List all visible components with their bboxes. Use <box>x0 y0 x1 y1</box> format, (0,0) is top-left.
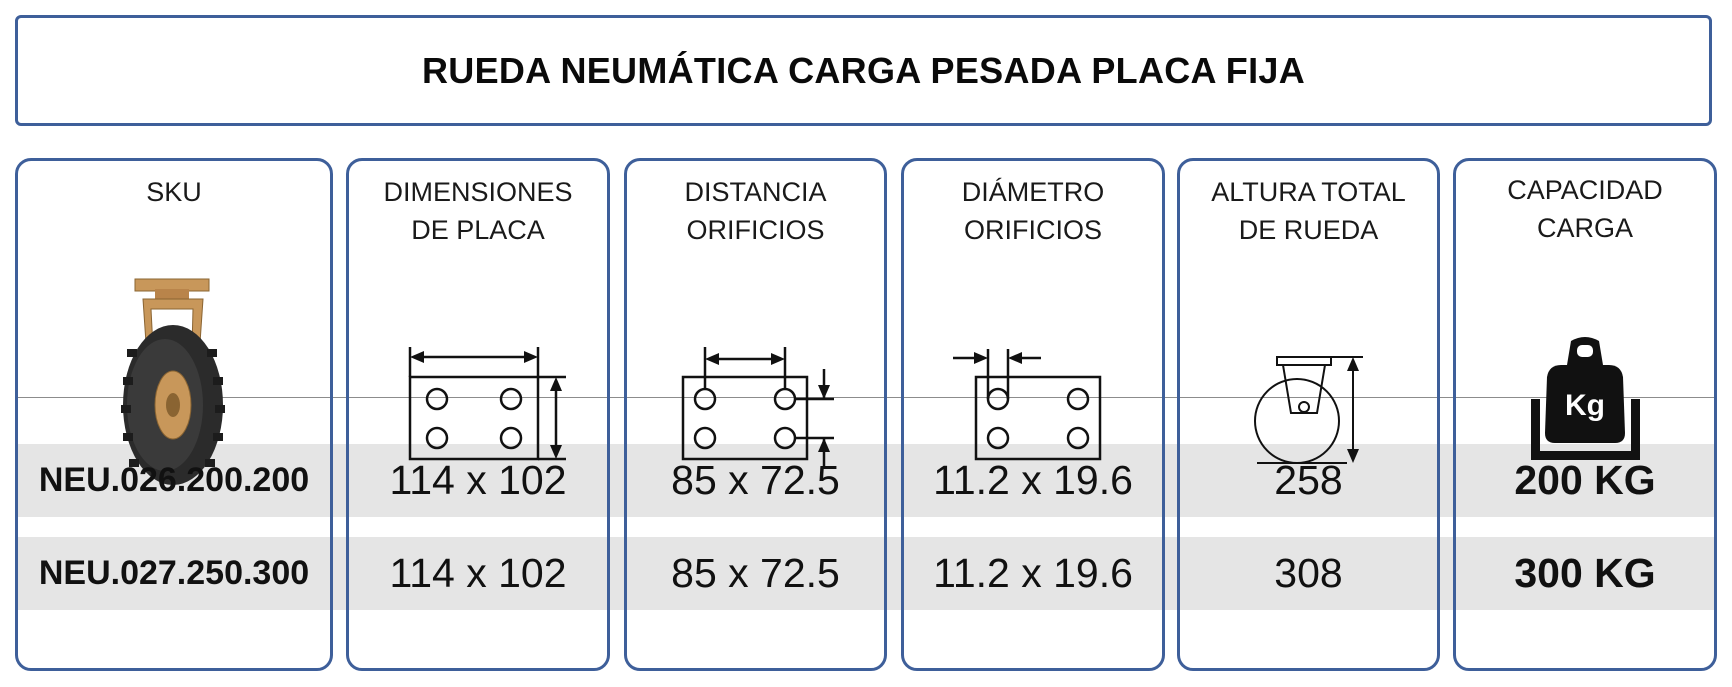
sku-cell-1: NEU.026.200.200 <box>38 461 310 499</box>
plate-cell-1: 114 x 102 <box>389 457 567 503</box>
column-load-capacity <box>1453 158 1717 671</box>
kg-label: Kg <box>1565 389 1605 422</box>
column-header-hole-diameter: DIÁMETRO ORIFICIOS <box>961 177 1105 245</box>
height-cell-2: 308 <box>1274 550 1343 596</box>
distance-cell-1: 85 x 72.5 <box>671 457 840 503</box>
column-header-wheel-height: ALTURA TOTAL DE RUEDA <box>1211 177 1406 245</box>
page-title: RUEDA NEUMÁTICA CARGA PESADA PLACA FIJA <box>421 49 1306 91</box>
distance-cell-2: 85 x 72.5 <box>671 550 840 596</box>
height-cell-1: 258 <box>1274 457 1343 503</box>
column-wheel-height <box>1177 158 1440 671</box>
column-plate-dimensions <box>346 158 610 671</box>
column-header-hole-distance: DISTANCIA ORIFICIOS <box>684 177 827 245</box>
diameter-cell-1: 11.2 x 19.6 <box>933 457 1133 503</box>
diameter-cell-2: 11.2 x 19.6 <box>933 550 1133 596</box>
column-hole-distance <box>624 158 887 671</box>
capacity-cell-2: 300 KG <box>1514 550 1656 596</box>
column-header-plate-dimensions: DIMENSIONES DE PLACA <box>383 177 573 245</box>
sku-cell-2: NEU.027.250.300 <box>38 554 310 592</box>
column-sku <box>15 158 333 671</box>
plate-cell-2: 114 x 102 <box>389 550 567 596</box>
title-box <box>15 15 1712 126</box>
column-header-load-capacity: CAPACIDAD CARGA <box>1507 175 1663 243</box>
column-hole-diameter <box>901 158 1165 671</box>
capacity-cell-1: 200 KG <box>1514 457 1656 503</box>
column-header-sku: SKU <box>146 177 202 207</box>
